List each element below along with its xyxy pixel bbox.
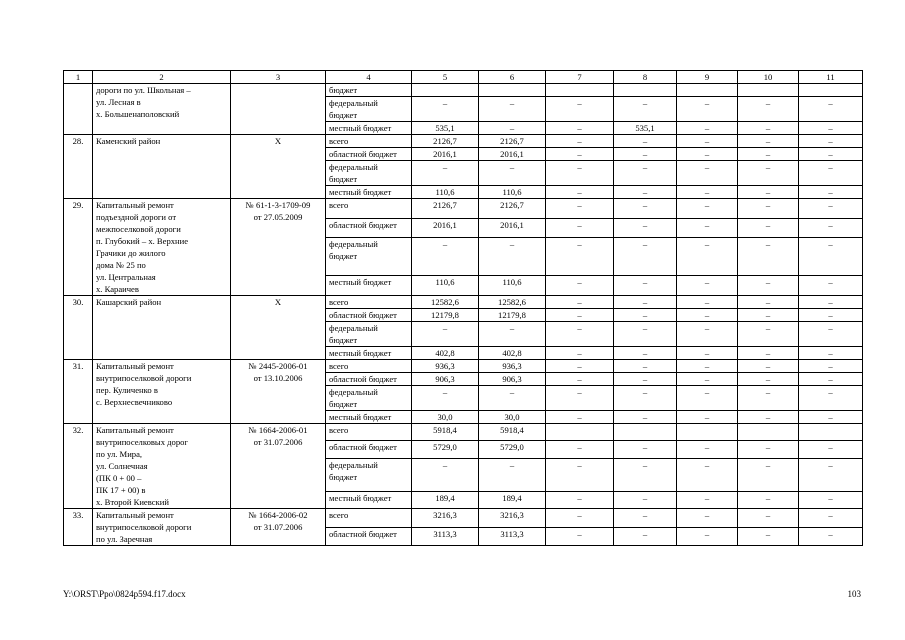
table-row — [64, 84, 863, 97]
value-cell: – — [546, 276, 614, 296]
value-cell — [677, 424, 738, 441]
header-cell: 1 — [64, 71, 93, 84]
value-cell: – — [799, 309, 863, 322]
funding-source: всего — [326, 360, 412, 373]
table-row — [64, 509, 863, 528]
header-cell: 6 — [479, 71, 546, 84]
value-cell: – — [412, 386, 479, 411]
document-ref: № 61-1-3-1709-09 от 27.05.2009 — [231, 199, 326, 296]
document-ref: № 1664-2006-01 от 31.07.2006 — [231, 424, 326, 509]
header-cell: 3 — [231, 71, 326, 84]
funding-source: местный бюджет — [326, 491, 412, 508]
value-cell: 2126,7 — [412, 199, 479, 219]
header-cell: 8 — [614, 71, 677, 84]
value-cell: 12179,8 — [479, 309, 546, 322]
header-cell: 7 — [546, 71, 614, 84]
value-cell: 3216,3 — [412, 509, 479, 528]
value-cell: – — [677, 97, 738, 122]
value-cell: – — [614, 347, 677, 360]
value-cell: – — [546, 360, 614, 373]
table-row — [64, 296, 863, 309]
value-cell: – — [799, 161, 863, 186]
value-cell: – — [546, 161, 614, 186]
value-cell: 2016,1 — [479, 148, 546, 161]
value-cell: 535,1 — [614, 122, 677, 135]
value-cell: – — [677, 218, 738, 238]
value-cell: – — [738, 386, 799, 411]
value-cell: – — [677, 441, 738, 458]
value-cell: – — [738, 238, 799, 276]
value-cell: – — [614, 360, 677, 373]
header-cell: 2 — [93, 71, 231, 84]
funding-source: местный бюджет — [326, 276, 412, 296]
value-cell: – — [738, 322, 799, 347]
value-cell: – — [738, 276, 799, 296]
value-cell: – — [677, 148, 738, 161]
value-cell: – — [546, 296, 614, 309]
value-cell: – — [546, 97, 614, 122]
value-cell: – — [546, 441, 614, 458]
object-name: Капитальный ремонт подъездной дороги от межпоселковой дороги п. Глубокий – х. Верхние Грачики до жилого дома № 25 по ул. Центральная х. Караичев — [93, 199, 231, 296]
object-name: Капитальный ремонт внутрипоселковых дорог по ул. Мира, ул. Солнечная (ПК 0 + 00 – ПК 17 + 00) в х. Второй Киевский — [93, 424, 231, 509]
value-cell: – — [677, 491, 738, 508]
value-cell: – — [799, 218, 863, 238]
funding-source: всего — [326, 509, 412, 528]
funding-source: всего — [326, 296, 412, 309]
value-cell — [546, 84, 614, 97]
value-cell: – — [546, 122, 614, 135]
value-cell: – — [614, 509, 677, 528]
funding-source: всего — [326, 135, 412, 148]
funding-source: местный бюджет — [326, 411, 412, 424]
value-cell: 5729,0 — [412, 441, 479, 458]
value-cell: 402,8 — [479, 347, 546, 360]
value-cell: – — [799, 509, 863, 528]
value-cell: – — [614, 135, 677, 148]
value-cell: – — [614, 527, 677, 546]
value-cell: – — [614, 373, 677, 386]
value-cell: – — [677, 360, 738, 373]
value-cell: – — [677, 238, 738, 276]
header-cell: 9 — [677, 71, 738, 84]
value-cell: – — [799, 411, 863, 424]
funding-source: федеральный бюджет — [326, 458, 412, 491]
funding-source: областной бюджет — [326, 373, 412, 386]
funding-source: областной бюджет — [326, 527, 412, 546]
value-cell: – — [546, 148, 614, 161]
object-name: дороги по ул. Школьная – ул. Лесная в х. Большенаполовский — [93, 84, 231, 135]
value-cell — [738, 84, 799, 97]
value-cell: – — [546, 491, 614, 508]
value-cell — [799, 424, 863, 441]
object-name: Капитальный ремонт внутрипоселковой дороги по ул. Заречная — [93, 509, 231, 546]
value-cell: 535,1 — [412, 122, 479, 135]
value-cell: 5918,4 — [412, 424, 479, 441]
value-cell: – — [546, 411, 614, 424]
value-cell: – — [738, 186, 799, 199]
value-cell: – — [546, 199, 614, 219]
value-cell: – — [614, 276, 677, 296]
value-cell: 3113,3 — [412, 527, 479, 546]
value-cell — [738, 424, 799, 441]
header-cell: 11 — [799, 71, 863, 84]
object-name: Кашарский район — [93, 296, 231, 360]
value-cell: – — [479, 238, 546, 276]
value-cell: 12179,8 — [412, 309, 479, 322]
value-cell: – — [546, 509, 614, 528]
funding-source: местный бюджет — [326, 186, 412, 199]
value-cell: – — [614, 491, 677, 508]
value-cell: 2126,7 — [479, 135, 546, 148]
document-ref: Х — [231, 135, 326, 199]
funding-source: всего — [326, 424, 412, 441]
item-number: 28. — [64, 135, 93, 199]
header-row — [64, 71, 863, 84]
value-cell: 2016,1 — [412, 148, 479, 161]
value-cell: – — [677, 122, 738, 135]
value-cell: – — [738, 527, 799, 546]
value-cell: – — [546, 386, 614, 411]
value-cell: 110,6 — [412, 276, 479, 296]
value-cell: – — [479, 322, 546, 347]
value-cell — [799, 84, 863, 97]
value-cell: – — [799, 199, 863, 219]
table-row — [64, 360, 863, 373]
value-cell: – — [738, 509, 799, 528]
value-cell: – — [799, 186, 863, 199]
funding-source: федеральный бюджет — [326, 386, 412, 411]
funding-source: всего — [326, 199, 412, 219]
value-cell: 2126,7 — [412, 135, 479, 148]
funding-source: федеральный бюджет — [326, 161, 412, 186]
value-cell: – — [738, 309, 799, 322]
funding-source: областной бюджет — [326, 441, 412, 458]
value-cell: – — [738, 218, 799, 238]
value-cell: – — [546, 186, 614, 199]
value-cell: – — [738, 441, 799, 458]
header-cell: 5 — [412, 71, 479, 84]
funding-source: местный бюджет — [326, 347, 412, 360]
value-cell: – — [799, 491, 863, 508]
funding-source: федеральный бюджет — [326, 322, 412, 347]
value-cell: – — [546, 347, 614, 360]
header-cell: 4 — [326, 71, 412, 84]
value-cell: 5918,4 — [479, 424, 546, 441]
value-cell: 3216,3 — [479, 509, 546, 528]
value-cell: – — [738, 458, 799, 491]
value-cell: – — [799, 135, 863, 148]
value-cell: – — [738, 199, 799, 219]
value-cell: – — [677, 322, 738, 347]
value-cell: – — [614, 441, 677, 458]
value-cell: – — [546, 135, 614, 148]
value-cell: 12582,6 — [479, 296, 546, 309]
value-cell: 936,3 — [479, 360, 546, 373]
value-cell: – — [614, 97, 677, 122]
value-cell: – — [738, 373, 799, 386]
funding-source: федеральный бюджет — [326, 97, 412, 122]
value-cell: 402,8 — [412, 347, 479, 360]
value-cell: – — [738, 97, 799, 122]
value-cell: – — [412, 322, 479, 347]
budget-table — [63, 70, 863, 546]
funding-source: областной бюджет — [326, 218, 412, 238]
value-cell: – — [677, 347, 738, 360]
page-number: 103 — [847, 589, 861, 599]
value-cell — [614, 84, 677, 97]
value-cell: – — [614, 148, 677, 161]
funding-source: бюджет — [326, 84, 412, 97]
value-cell: – — [479, 161, 546, 186]
value-cell: – — [799, 360, 863, 373]
value-cell: – — [614, 322, 677, 347]
value-cell: – — [677, 186, 738, 199]
value-cell: – — [677, 527, 738, 546]
value-cell: 2016,1 — [479, 218, 546, 238]
header-cell: 10 — [738, 71, 799, 84]
value-cell: – — [546, 238, 614, 276]
value-cell: – — [799, 276, 863, 296]
value-cell: 189,4 — [412, 491, 479, 508]
item-number: 30. — [64, 296, 93, 360]
value-cell: – — [614, 161, 677, 186]
value-cell: – — [799, 122, 863, 135]
value-cell: 936,3 — [412, 360, 479, 373]
value-cell: – — [738, 122, 799, 135]
object-name: Каменский район — [93, 135, 231, 199]
value-cell: – — [614, 186, 677, 199]
value-cell: 110,6 — [412, 186, 479, 199]
value-cell: – — [677, 458, 738, 491]
value-cell: – — [799, 527, 863, 546]
value-cell: – — [546, 373, 614, 386]
table-row — [64, 199, 863, 219]
value-cell: – — [614, 309, 677, 322]
value-cell: – — [799, 97, 863, 122]
value-cell: – — [738, 360, 799, 373]
value-cell: – — [412, 458, 479, 491]
value-cell: – — [546, 218, 614, 238]
document-ref — [231, 84, 326, 135]
value-cell: 2126,7 — [479, 199, 546, 219]
value-cell: – — [614, 458, 677, 491]
value-cell: – — [479, 97, 546, 122]
value-cell: – — [677, 411, 738, 424]
funding-source: местный бюджет — [326, 122, 412, 135]
value-cell — [412, 84, 479, 97]
value-cell: – — [799, 347, 863, 360]
value-cell: 906,3 — [412, 373, 479, 386]
funding-source: областной бюджет — [326, 309, 412, 322]
value-cell: – — [799, 386, 863, 411]
value-cell: – — [738, 161, 799, 186]
item-number: 29. — [64, 199, 93, 296]
value-cell: – — [677, 161, 738, 186]
table-row — [64, 135, 863, 148]
value-cell: – — [799, 296, 863, 309]
value-cell: – — [738, 347, 799, 360]
value-cell: – — [614, 199, 677, 219]
value-cell: – — [677, 276, 738, 296]
document-ref: № 2445-2006-01 от 13.10.2006 — [231, 360, 326, 424]
funding-source: областной бюджет — [326, 148, 412, 161]
item-number: 32. — [64, 424, 93, 509]
value-cell: – — [614, 411, 677, 424]
value-cell: 110,6 — [479, 276, 546, 296]
value-cell: 5729,0 — [479, 441, 546, 458]
value-cell: 3113,3 — [479, 527, 546, 546]
value-cell: 189,4 — [479, 491, 546, 508]
value-cell: – — [799, 441, 863, 458]
value-cell: – — [546, 309, 614, 322]
value-cell: 906,3 — [479, 373, 546, 386]
value-cell: – — [412, 97, 479, 122]
value-cell — [546, 424, 614, 441]
item-number: 33. — [64, 509, 93, 546]
value-cell: – — [677, 296, 738, 309]
value-cell: 2016,1 — [412, 218, 479, 238]
value-cell — [677, 84, 738, 97]
value-cell: – — [614, 296, 677, 309]
value-cell: – — [738, 148, 799, 161]
object-name: Капитальный ремонт внутрипоселковой дороги пер. Куличенко в с. Верхнесвечниково — [93, 360, 231, 424]
value-cell: – — [614, 218, 677, 238]
value-cell: – — [412, 238, 479, 276]
value-cell: – — [677, 386, 738, 411]
file-path: Y:\ORST\Ppo\0824p594.f17.docx — [63, 589, 186, 599]
value-cell: – — [738, 411, 799, 424]
value-cell: – — [546, 527, 614, 546]
value-cell: – — [546, 322, 614, 347]
value-cell: – — [677, 309, 738, 322]
value-cell: – — [479, 122, 546, 135]
document-ref: № 1664-2006-02 от 31.07.2006 — [231, 509, 326, 546]
value-cell: – — [799, 322, 863, 347]
value-cell: – — [614, 238, 677, 276]
value-cell: – — [479, 386, 546, 411]
table-row — [64, 424, 863, 441]
value-cell: – — [738, 135, 799, 148]
value-cell: – — [546, 458, 614, 491]
value-cell: – — [677, 373, 738, 386]
value-cell: – — [479, 458, 546, 491]
value-cell: 30,0 — [412, 411, 479, 424]
item-number — [64, 84, 93, 135]
value-cell: – — [677, 135, 738, 148]
value-cell: – — [614, 386, 677, 411]
value-cell: – — [738, 296, 799, 309]
value-cell: – — [738, 491, 799, 508]
value-cell — [614, 424, 677, 441]
value-cell: 110,6 — [479, 186, 546, 199]
value-cell: 12582,6 — [412, 296, 479, 309]
value-cell: – — [799, 458, 863, 491]
item-number: 31. — [64, 360, 93, 424]
document-ref: Х — [231, 296, 326, 360]
value-cell: – — [799, 238, 863, 276]
value-cell: – — [677, 509, 738, 528]
value-cell: – — [412, 161, 479, 186]
value-cell: – — [677, 199, 738, 219]
value-cell: – — [799, 373, 863, 386]
value-cell: – — [799, 148, 863, 161]
funding-source: федеральный бюджет — [326, 238, 412, 276]
value-cell: 30,0 — [479, 411, 546, 424]
value-cell — [479, 84, 546, 97]
